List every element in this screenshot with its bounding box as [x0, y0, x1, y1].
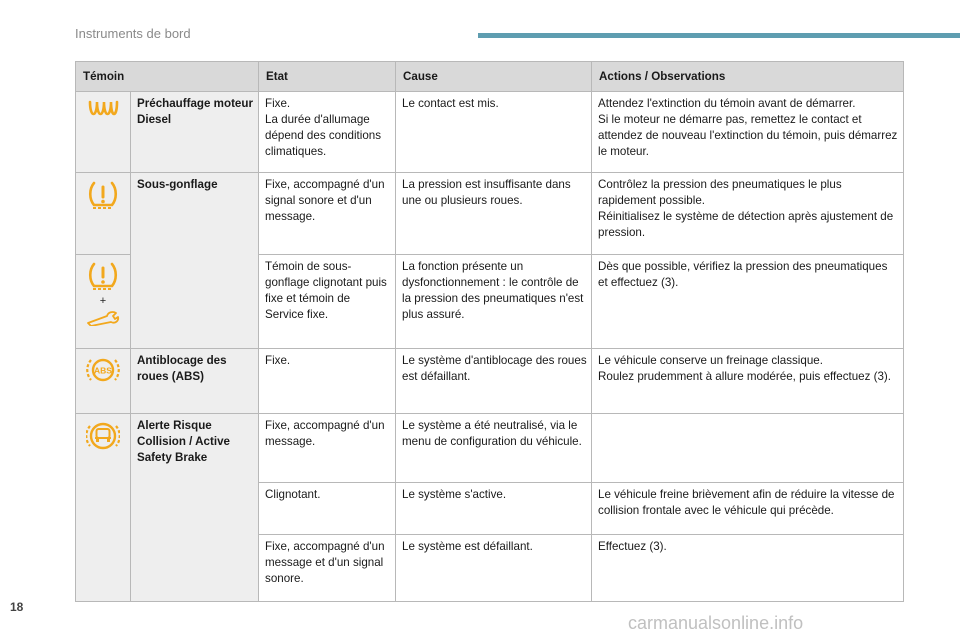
- etat-line: Fixe. La durée d'allumage dépend des conditions climatiques.: [265, 97, 382, 158]
- table-row: [76, 349, 904, 414]
- etat-cell: Fixe.: [259, 349, 396, 414]
- actions-cell: Contrôlez la pression des pneumatiques le plus rapidement possible. Réinitialisez le système de détection après ajustement de pression.: [592, 173, 904, 255]
- cause-cell: La pression est insuffisante dans une ou plusieurs roues.: [396, 173, 592, 255]
- etat-cell: Fixe, accompagné d'un signal sonore et d'un message.: [259, 173, 396, 255]
- icon-cell: [76, 255, 131, 349]
- preheating-coil-icon: [76, 98, 130, 122]
- table-header-row: [76, 62, 904, 92]
- icon-cell: [76, 173, 131, 255]
- etat-cell: Témoin de sous-gonflage clignotant puis fixe et témoin de Service fixe.: [259, 255, 396, 349]
- cause-cell: Le système s'active.: [396, 483, 592, 535]
- cause-cell: La fonction présente un dysfonctionnement : le contrôle de la pression des pneumatiques n'est plus assuré.: [396, 255, 592, 349]
- page-number: 18: [10, 600, 24, 614]
- cause-cell: Le contact est mis.: [396, 92, 592, 173]
- etat-cell: Fixe, accompagné d'un message et d'un signal sonore.: [259, 535, 396, 602]
- svg-text:ABS: ABS: [94, 365, 112, 376]
- warning-name: Alerte Risque Collision / Active Safety Brake: [131, 414, 259, 602]
- tyre-pressure-icon: [76, 179, 130, 211]
- warning-lights-table: [75, 61, 904, 602]
- actions-cell: Le véhicule conserve un freinage classique. Roulez prudemment à allure modérée, puis effectuez (3).: [592, 349, 904, 414]
- collision-alert-icon: [76, 420, 130, 452]
- column-header-actions: Actions / Observations: [592, 62, 904, 92]
- column-header-temoin: Témoin: [76, 62, 259, 92]
- table-row: [76, 92, 904, 173]
- cause-cell: Le système est défaillant.: [396, 535, 592, 602]
- warning-name: Antiblocage des roues (ABS): [131, 349, 259, 414]
- icon-cell: [76, 349, 131, 414]
- warning-name: Sous-gonflage: [131, 173, 259, 349]
- actions-cell: Le véhicule freine brièvement afin de réduire la vitesse de collision frontale avec le véhicule qui précède.: [592, 483, 904, 535]
- icon-cell: [76, 92, 131, 173]
- section-header-bar: [478, 33, 960, 38]
- tyre-pressure-service-icon: [76, 261, 130, 326]
- cause-cell: Le système a été neutralisé, via le menu de configuration du véhicule.: [396, 414, 592, 483]
- column-header-etat: Etat: [259, 62, 396, 92]
- column-header-cause: Cause: [396, 62, 592, 92]
- etat-cell: [259, 92, 396, 173]
- plus-sign: +: [99, 295, 107, 307]
- abs-icon: [76, 355, 130, 385]
- table-row: [76, 414, 904, 483]
- table-row: [76, 173, 904, 255]
- etat-cell: Clignotant.: [259, 483, 396, 535]
- etat-cell: Fixe, accompagné d'un message.: [259, 414, 396, 483]
- section-title: Instruments de bord: [75, 26, 191, 41]
- warning-name: Préchauffage moteur Diesel: [131, 92, 259, 173]
- cause-cell: Le système d'antiblocage des roues est défaillant.: [396, 349, 592, 414]
- actions-cell: Attendez l'extinction du témoin avant de démarrer. Si le moteur ne démarre pas, remettez le contact et attendez de nouveau l'extinction du témoin, puis démarrez le moteur.: [592, 92, 904, 173]
- actions-cell: Dès que possible, vérifiez la pression des pneumatiques et effectuez (3).: [592, 255, 904, 349]
- watermark: carmanualsonline.info: [628, 613, 804, 633]
- icon-cell: [76, 414, 131, 602]
- actions-cell: Effectuez (3).: [592, 535, 904, 602]
- actions-cell: [592, 414, 904, 483]
